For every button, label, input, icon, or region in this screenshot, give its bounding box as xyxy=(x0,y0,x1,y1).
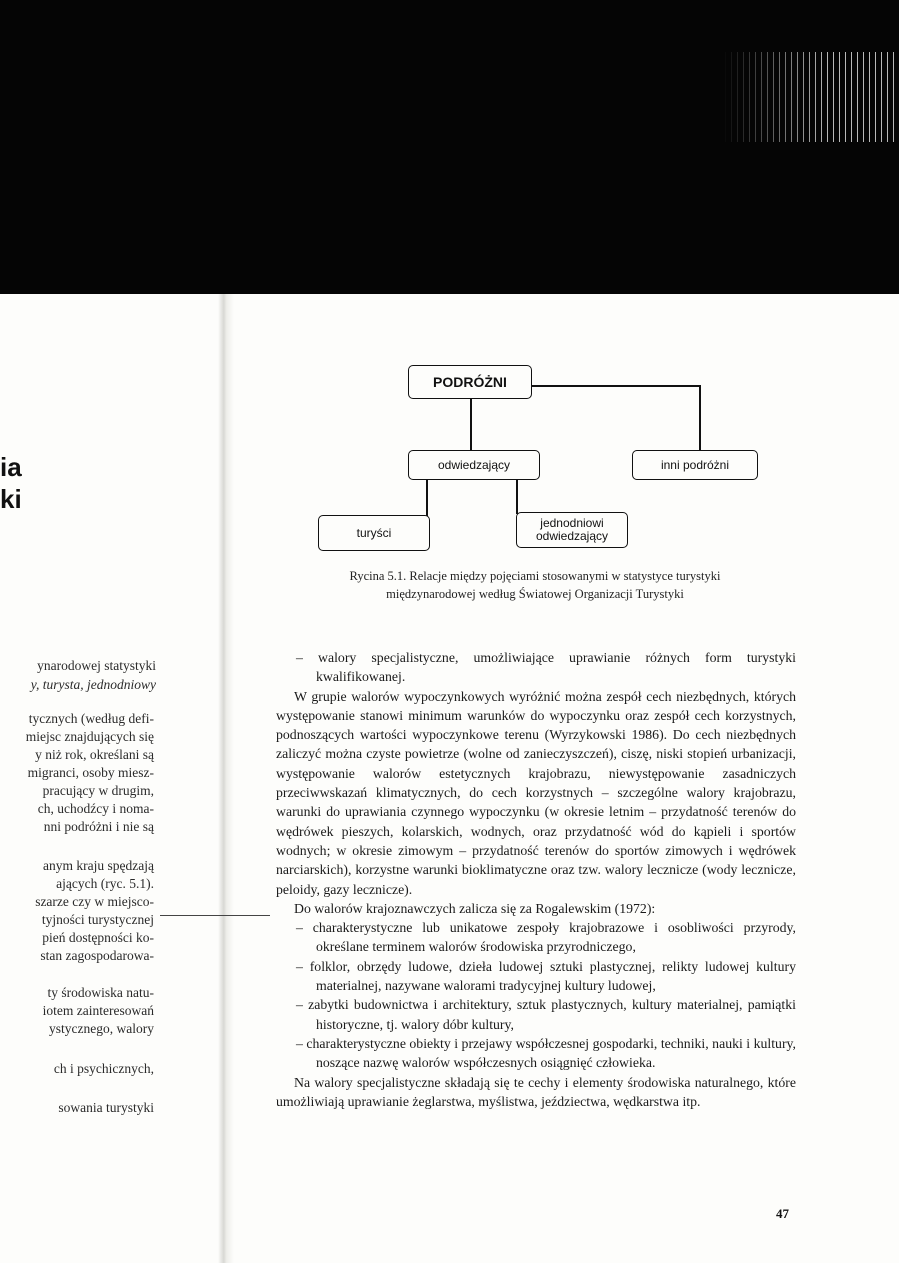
connector-daytrippers xyxy=(516,480,518,514)
left-heading-1: ia xyxy=(0,452,22,482)
caption-line-1: Rycina 5.1. Relacje między pojęciami stosowanymi w statystyce turystyki xyxy=(349,569,721,583)
left-line: pracujący w drugim, xyxy=(42,783,154,798)
left-line: ty środowiska natu- xyxy=(47,985,154,1000)
paragraph: W grupie walorów wypoczynkowych wyróżnić można zespół cech niezbędnych, których występowanie stanowi minimum warunków do wypoczynku oraz zespół cech korzystnych, podnoszących wartości wypoczynkowe terenu (Wyrzykowski 1986). Do cech niezbędnych zaliczyć można czyste powietrze (wolne od zanieczyszczeń), ciszę, niski stopień urbanizacji, występowanie walorów estetycznych krajobrazu, niewystępowanie zasadniczych przeciwwskazań klimatycznych, do cech korzystnych – szczególne walory krajobrazu, warunki do uprawiania czynnego wypoczynku (w okresie letnim – przydatność terenów do wędrówek pieszych, kolarskich, wodnych, oraz przydatność wód do kąpieli i sportów wodnych; w okresie zimowym – przydatność terenów do sportów zimowych i wędrówek narciarskich), korzystne warunki bioklimatyczne oraz tzw. walory lecznicze (wody lecznicze, peloidy, gazy lecznicze). xyxy=(276,688,796,897)
scan-black-band xyxy=(0,0,899,294)
connector-tourists xyxy=(426,480,428,520)
paragraph: Do walorów krajoznawczych zalicza się za Rogalewskim (1972): xyxy=(294,900,656,916)
list-item: – charakterystyczne lub unikatowe zespoły krajobrazowe i osobliwości przyrody, określane terminem walorów środowiska przyrodniczego, xyxy=(296,920,796,955)
relations-diagram xyxy=(300,355,780,560)
main-text xyxy=(276,648,796,1111)
left-line: anym kraju spędzają xyxy=(43,858,154,873)
left-line: sowania turystyki xyxy=(58,1100,154,1115)
left-line: nni podróżni i nie są xyxy=(43,819,154,834)
left-line: ystycznego, walory xyxy=(49,1021,154,1036)
paragraph: Na walory specjalistyczne składają się te cechy i elementy środowiska naturalnego, które umożliwiają uprawianie żeglarstwa, myślistwa, jeździectwa, wędkarstwa itp. xyxy=(276,1074,796,1109)
scan-rule xyxy=(160,915,270,916)
list-item: – folklor, obrzędy ludowe, dzieła ludowej sztuki plastycznej, relikty ludowej kultury materialnej, nazywane walorami tradycyjnej kultury ludowej, xyxy=(296,958,796,994)
box-other-travellers: inni podróżni xyxy=(632,450,758,480)
left-line: miejsc znajdujących się xyxy=(25,729,154,744)
left-line: y, turysta, jednodniowy xyxy=(30,677,156,692)
figure-caption xyxy=(300,567,770,603)
left-line: ch, uchodźcy i noma- xyxy=(37,801,154,816)
connector-down-right xyxy=(699,385,701,453)
left-line: ynarodowej statystyki xyxy=(37,658,156,673)
left-line: iotem zainteresowań xyxy=(42,1003,154,1018)
connector-root-right xyxy=(530,385,700,387)
left-line: tyjności turystycznej xyxy=(41,912,154,927)
box-travellers: PODRÓŻNI xyxy=(408,365,532,399)
caption-line-2: międzynarodowej według Światowej Organizacji Turystyki xyxy=(386,587,684,601)
connector-root-down xyxy=(470,399,472,453)
left-page-fragment xyxy=(0,294,218,1263)
box-tourists: turyści xyxy=(318,515,430,551)
left-heading-2: ki xyxy=(0,484,22,514)
page-gutter xyxy=(218,294,234,1263)
list-item: – charakterystyczne obiekty i przejawy współczesnej gospodarki, techniki, nauki i kultury, noszące nazwę walorów współczesnych osiągnięć człowieka. xyxy=(296,1035,796,1071)
left-line: stan zagospodarowa- xyxy=(40,948,154,963)
left-line: tycznych (według defi- xyxy=(28,711,154,726)
left-line: y niż rok, określani są xyxy=(35,747,154,762)
left-line: pień dostępności ko- xyxy=(42,930,154,945)
list-item: – zabytki budownictwa i architektury, sztuk plastycznych, kultury materialnej, pamiątki historyczne, tj. walory dóbr kultury, xyxy=(296,997,796,1032)
page-number: 47 xyxy=(776,1206,789,1221)
left-line: migranci, osoby miesz- xyxy=(27,765,154,780)
left-line: szarze czy w miejsco- xyxy=(35,894,154,909)
list-item: – walory specjalistyczne, umożliwiające uprawianie różnych form turystyki kwalifikowanej. xyxy=(296,650,796,685)
scan-artifact-stripes xyxy=(722,52,899,142)
left-line: ających (ryc. 5.1). xyxy=(56,876,154,891)
box-day-visitors: jednodniowi odwiedzający xyxy=(516,512,628,548)
box-visitors: odwiedzający xyxy=(408,450,540,480)
left-line: ch i psychicznych, xyxy=(53,1061,154,1076)
